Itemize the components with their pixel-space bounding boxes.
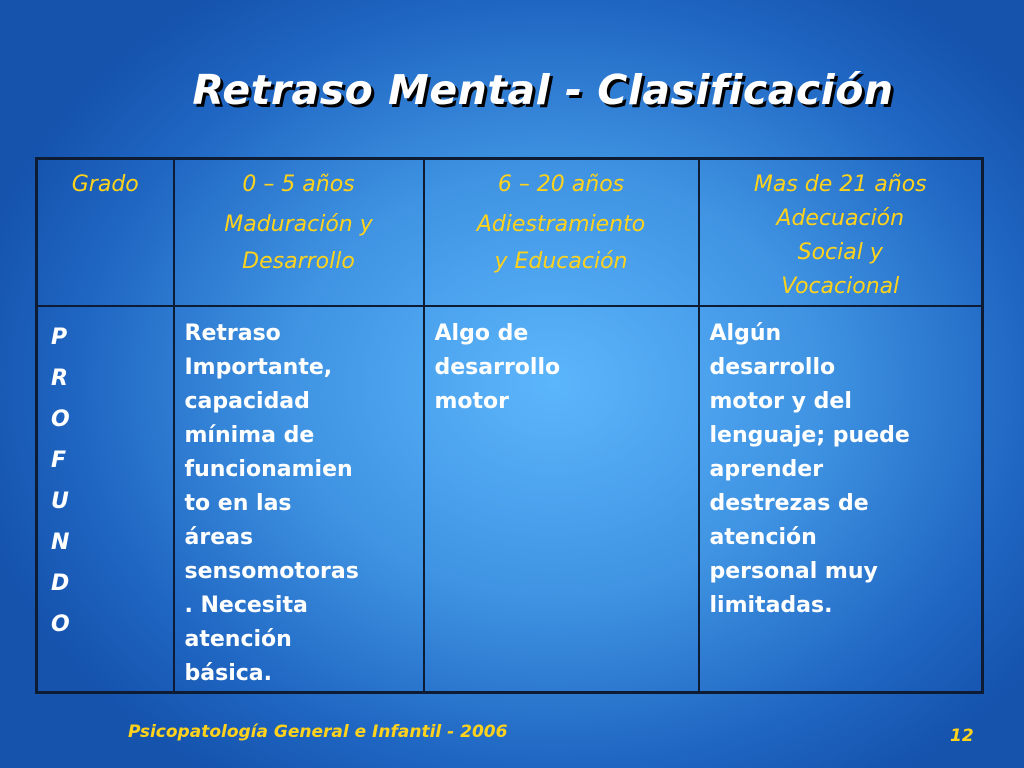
text-line: capacidad xyxy=(184,389,310,414)
header-grado xyxy=(37,159,174,307)
footer-course-label: Psicopatología General e Infantil - 2006 xyxy=(128,722,508,742)
text-line: motor y del xyxy=(709,389,852,414)
text-line: Importante, xyxy=(184,355,333,380)
text-line: motor xyxy=(434,389,510,414)
letter: N xyxy=(51,530,70,555)
profundo-row xyxy=(37,306,983,693)
letter: O xyxy=(51,612,70,637)
header-sub-label: y Educación xyxy=(494,249,628,274)
header-sub-label: Adecuación xyxy=(776,206,905,231)
text-line: mínima de xyxy=(184,423,315,448)
letter: D xyxy=(51,571,70,596)
text-line: básica. xyxy=(184,661,272,686)
text-line: atención xyxy=(709,525,817,550)
slide-number: 12 xyxy=(950,726,974,746)
cell-21-plus-description xyxy=(699,306,983,693)
header-age-label: Mas de 21 años xyxy=(753,172,927,197)
text-line: personal muy xyxy=(709,559,878,584)
header-grado-label: Grado xyxy=(71,172,139,197)
letter: O xyxy=(51,407,70,432)
text-line: limitadas. xyxy=(709,593,833,618)
classification-table xyxy=(35,157,984,694)
header-sub-label: Vocacional xyxy=(781,274,900,299)
header-age-6-20 xyxy=(424,159,699,307)
text-line: lenguaje; puede xyxy=(709,423,910,448)
text-line: funcionamien xyxy=(184,457,353,482)
text-line: áreas xyxy=(184,525,254,550)
text-line: desarrollo xyxy=(434,355,561,380)
text-line: Algo de xyxy=(434,321,529,346)
letter: U xyxy=(51,489,69,514)
slide-title: Retraso Mental - Clasificación xyxy=(192,66,894,114)
text-line: sensomotoras xyxy=(184,559,359,584)
header-age-label: 6 – 20 años xyxy=(497,172,625,197)
header-sub-label: Social y xyxy=(797,240,883,265)
header-sub-label: Maduración y xyxy=(224,212,373,237)
header-age-label: 0 – 5 años xyxy=(242,172,355,197)
letter: R xyxy=(51,366,68,391)
text-line: atención xyxy=(184,627,292,652)
text-line: desarrollo xyxy=(709,355,836,380)
header-sub-label: Desarrollo xyxy=(242,249,355,274)
text-line: destrezas de xyxy=(709,491,869,516)
header-age-21-plus xyxy=(699,159,983,307)
text-line: . Necesita xyxy=(184,593,308,618)
header-age-0-5 xyxy=(174,159,424,307)
letter: P xyxy=(51,325,68,350)
text-line: to en las xyxy=(184,491,292,516)
text-line: aprender xyxy=(709,457,824,482)
cell-0-5-description xyxy=(174,306,424,693)
header-sub-label: Adiestramiento xyxy=(476,212,646,237)
text-line: Algún xyxy=(709,321,782,346)
letter: F xyxy=(51,448,67,473)
header-row xyxy=(37,159,983,307)
text-line: Retraso xyxy=(184,321,281,346)
cell-6-20-description xyxy=(424,306,699,693)
profundo-vertical-label xyxy=(37,306,174,693)
